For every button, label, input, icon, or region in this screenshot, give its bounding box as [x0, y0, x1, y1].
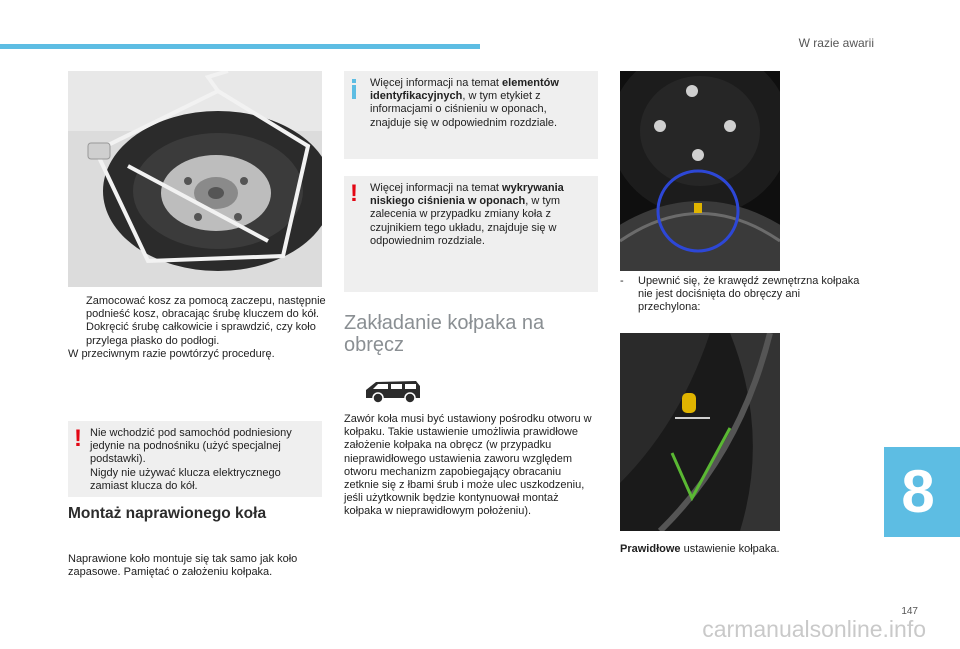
- hubcap-caption: Prawidłowe ustawienie kołpaka.: [620, 543, 780, 555]
- jack-warning-box: [68, 421, 322, 497]
- chapter-tab: [884, 447, 960, 537]
- section-title: W razie awarii: [798, 36, 874, 50]
- warning-line: Nigdy nie używać klucza elektrycznego zamiast klucza do kół.: [90, 466, 281, 492]
- wheel-valve-photo: [620, 71, 780, 271]
- hubcap-heading: Zakładanie kołpaka na obręcz: [344, 312, 545, 356]
- watermark: carmanualsonline.info: [702, 616, 926, 642]
- dash-mark: -: [620, 275, 624, 287]
- bullet-text: Dokręcić śrubę całkowicie i sprawdzić, czy koło przylega płasko do podłogi.: [86, 321, 316, 347]
- warning-line: Nie wchodzić pod samochód podniesiony jedynie na podnośniku (użyć specjalnej podstawki).: [90, 427, 292, 466]
- section-heading: Montaż naprawionego koła: [68, 505, 267, 522]
- list-item: [68, 321, 326, 347]
- tpms-warning-box: ! Więcej informacji na temat wykrywania niskiego ciśnienia w oponach, w tym zalecenia w przypadku zmiany koła z czujnikiem tego układu, znajduje się w odpowiednim rozdziale.: [344, 176, 598, 292]
- page-number: 147: [901, 606, 918, 617]
- identification-info-box: Więcej informacji na temat elementów identyfikacyjnych, w tym etykiet z informacjami o ciśnieniu w oponach, znajduje się w odpowiednim rozdziale.: [344, 71, 598, 159]
- square-arrow-bullet-icon: [68, 295, 86, 321]
- list-item: [68, 295, 326, 321]
- square-arrow-bullet-icon: [68, 321, 86, 347]
- dash-text: Upewnić się, że krawędź zewnętrzna kołpaka nie jest dociśnięta do obręczy ani przechylona:: [638, 275, 860, 314]
- info-bold: elementów identyfikacyjnych: [370, 77, 559, 103]
- repaired-wheel-paragraph: Naprawione koło montuje się tak samo jak koło zapasowe. Pamiętać o założeniu kołpaka.: [68, 553, 298, 579]
- repeat-note: W przeciwnym razie powtórzyć procedurę.: [68, 347, 275, 360]
- valve-paragraph: Zawór koła musi być ustawiony pośrodku otworu w kołpaku. Takie ustawienie umożliwia prawidłowe założenie kołpaka na obręcz (w przypadku nieprawidłowego ustawienia zaworu względem otworu mechanizm zapobiegający obracaniu zetknie się z łbami śrub i może ulec uszkodzeniu, jeśli użytkownik będzie kontynuował montaż kołpaka w nieprawidłowym położeniu).: [344, 413, 592, 518]
- correct-hubcap-photo: [620, 333, 780, 531]
- header-accent-bar: [0, 44, 480, 49]
- exclamation-icon: !: [350, 180, 358, 207]
- info-icon: [352, 79, 356, 99]
- exclamation-icon: !: [74, 425, 82, 452]
- dash-list-item: [620, 275, 860, 315]
- chapter-number: 8: [901, 458, 935, 525]
- bullet-text: Zamocować kosz za pomocą zaczepu, następnie podnieść kosz, obracając śrubę kluczem do kół.: [86, 295, 326, 321]
- caption-bold: Prawidłowe: [620, 543, 681, 555]
- warning-bold: wykrywania niskiego ciśnienia w oponach: [370, 182, 564, 208]
- procedure-bullets: [68, 295, 326, 361]
- van-silhouette-icon: [362, 378, 424, 409]
- spare-wheel-basket-photo: [68, 71, 322, 287]
